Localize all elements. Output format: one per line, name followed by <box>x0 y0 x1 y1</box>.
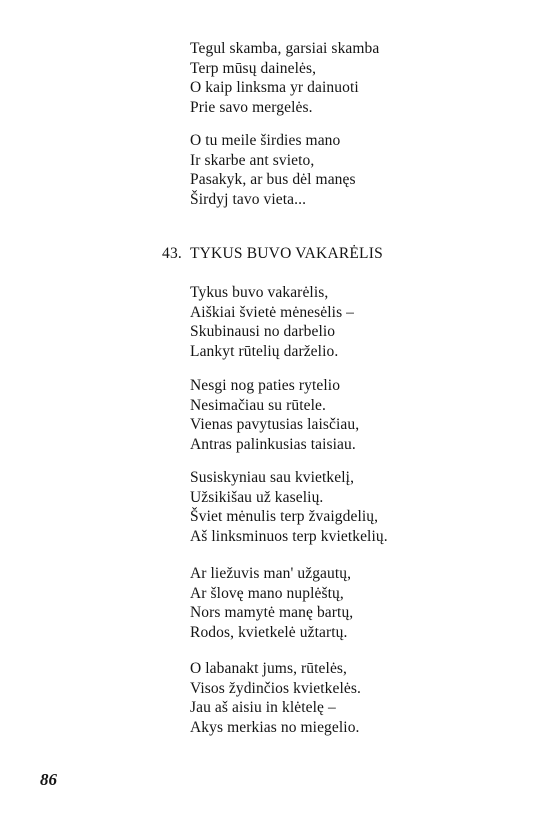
song-title: TYKUS BUVO VAKARĖLIS <box>190 245 383 262</box>
stanza-3 <box>190 468 388 546</box>
verse-line: Terp mūsų dainelės, <box>190 59 317 77</box>
stanza-1 <box>190 283 354 361</box>
stanza-2 <box>190 376 359 454</box>
stanza-4 <box>190 564 353 642</box>
page-number: 86 <box>40 770 57 789</box>
verse-line: Skubinausi no darbelio <box>190 323 336 341</box>
verse-line: Nesgi nog paties rytelio <box>190 377 341 394</box>
verse-line: Ar liežuvis man' užgautų, <box>190 565 352 582</box>
verse-line: Šviet mėnulis terp žvaigdelių, <box>190 508 379 526</box>
verse-line: Vienas pavytusias laisčiau, <box>190 416 360 434</box>
song-number: 43. <box>162 245 182 262</box>
verse-line: O labanakt jums, rūtelės, <box>190 660 348 677</box>
verse-line: Tegul skamba, garsiai skamba <box>190 40 380 57</box>
verse-line: Akys merkias no miegelio. <box>190 718 360 736</box>
stanza-prev-2 <box>190 131 356 209</box>
verse-line: Antras palinkusias taisiau. <box>190 435 356 453</box>
verse-line: Jau aš aisiu in klėtelę – <box>190 699 336 717</box>
verse-line: Susiskyniau sau kvietkelį, <box>190 469 355 486</box>
verse-line: Širdyj tavo vieta... <box>190 190 307 208</box>
song-heading <box>162 245 383 263</box>
verse-line: Ir skarbe ant svieto, <box>190 151 315 169</box>
verse-line: O kaip linksma yr dainuoti <box>190 79 359 97</box>
verse-line: O tu meile širdies mano <box>190 132 341 149</box>
verse-line: Aš linksminuos terp kvietkelių. <box>190 527 388 545</box>
verse-line: Aiškiai švietė mėnesėlis – <box>190 303 355 321</box>
verse-line: Ar šlovę mano nuplėštų, <box>190 584 344 602</box>
verse-line: Užsikišau už kaselių. <box>190 488 324 506</box>
verse-line: Visos žydinčios kvietkelės. <box>190 679 361 697</box>
verse-line: Nors mamytė manę bartų, <box>190 604 354 622</box>
stanza-5 <box>190 659 361 737</box>
verse-line: Rodos, kvietkelė užtartų. <box>190 623 348 641</box>
verse-line: Tykus buvo vakarėlis, <box>190 284 329 301</box>
verse-line: Prie savo mergelės. <box>190 98 313 116</box>
verse-line: Lankyt rūtelių darželio. <box>190 342 339 360</box>
verse-line: Nesimačiau su rūtele. <box>190 396 326 414</box>
stanza-prev-1 <box>190 39 379 117</box>
verse-line: Pasakyk, ar bus dėl manęs <box>190 171 356 189</box>
